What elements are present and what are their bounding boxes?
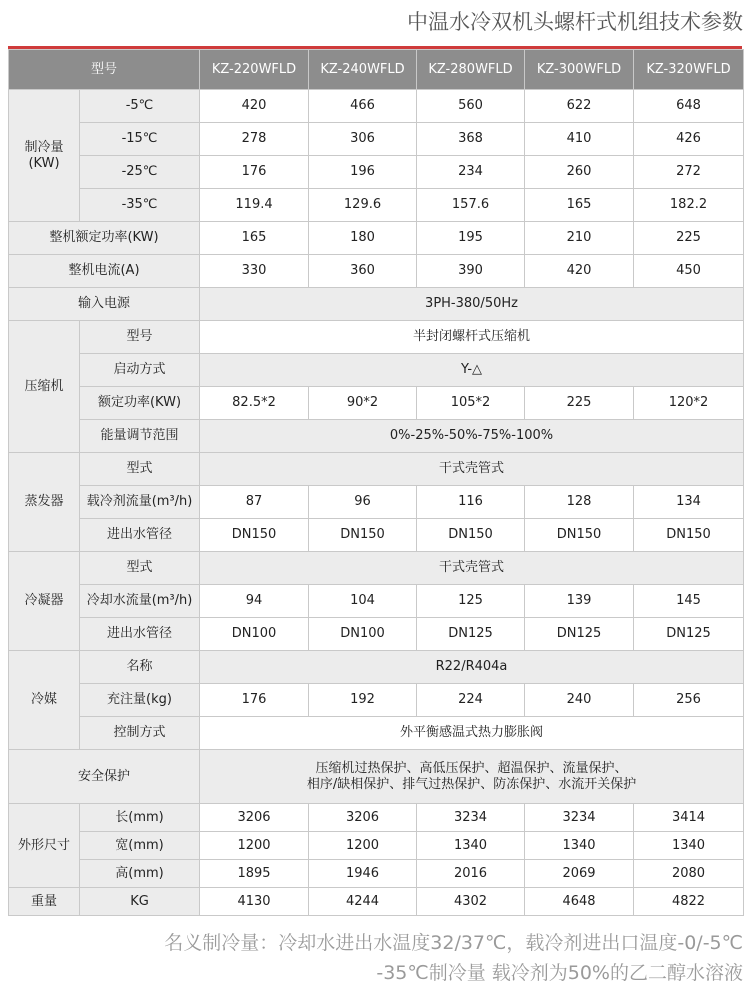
cell: 3206 — [309, 804, 417, 832]
cell: 234 — [417, 156, 525, 189]
cell: 82.5*2 — [200, 387, 309, 420]
compressor-row — [9, 321, 744, 354]
cell: 165 — [525, 189, 634, 222]
cell: 139 — [525, 585, 634, 618]
condenser-row — [9, 552, 744, 585]
model-col: KZ-220WFLD — [200, 50, 309, 90]
evaporator-row — [9, 453, 744, 486]
cell: 196 — [309, 156, 417, 189]
cell: 330 — [200, 255, 309, 288]
cell: DN150 — [309, 519, 417, 552]
cell: 4648 — [525, 888, 634, 916]
cell: 420 — [200, 90, 309, 123]
cell: 182.2 — [634, 189, 744, 222]
cell: 96 — [309, 486, 417, 519]
spec-table — [8, 49, 744, 916]
cell: 224 — [417, 684, 525, 717]
cell: 2016 — [417, 860, 525, 888]
dimension-row — [9, 804, 744, 832]
cell: 622 — [525, 90, 634, 123]
cooling-row — [9, 156, 744, 189]
cell: DN150 — [417, 519, 525, 552]
cell: DN150 — [634, 519, 744, 552]
condenser-pipe-label: 进出水管径 — [80, 618, 200, 651]
compressor-row — [9, 420, 744, 453]
condenser-row — [9, 585, 744, 618]
temp-label: -5℃ — [80, 90, 200, 123]
compressor-capacity-value: 0%-25%-50%-75%-100% — [200, 420, 744, 453]
cell: 176 — [200, 156, 309, 189]
cell: 306 — [309, 123, 417, 156]
cell: 1340 — [417, 832, 525, 860]
compressor-type-label: 型号 — [80, 321, 200, 354]
weight-row — [9, 888, 744, 916]
condenser-label: 冷凝器 — [9, 552, 80, 651]
cell: DN125 — [634, 618, 744, 651]
cell: DN125 — [525, 618, 634, 651]
cell: 272 — [634, 156, 744, 189]
power-supply-label: 输入电源 — [9, 288, 200, 321]
refrigerant-row — [9, 651, 744, 684]
model-col: KZ-280WFLD — [417, 50, 525, 90]
compressor-capacity-label: 能量调节范围 — [80, 420, 200, 453]
cell: 119.4 — [200, 189, 309, 222]
cell: 129.6 — [309, 189, 417, 222]
cell: 278 — [200, 123, 309, 156]
cell: 105*2 — [417, 387, 525, 420]
cell: DN100 — [200, 618, 309, 651]
safety-line: 压缩机过热保护、高低压保护、超温保护、流量保护、 — [315, 760, 628, 776]
compressor-start-value: Y-△ — [200, 354, 744, 387]
cell: DN150 — [525, 519, 634, 552]
header-row — [9, 50, 744, 90]
cell: 450 — [634, 255, 744, 288]
cell: 4302 — [417, 888, 525, 916]
cell: 3206 — [200, 804, 309, 832]
cell: 1895 — [200, 860, 309, 888]
evaporator-type-label: 型式 — [80, 453, 200, 486]
cell: 3234 — [525, 804, 634, 832]
compressor-row — [9, 354, 744, 387]
cell: 1340 — [634, 832, 744, 860]
cell: 104 — [309, 585, 417, 618]
cell: 2080 — [634, 860, 744, 888]
refrigerant-control-label: 控制方式 — [80, 717, 200, 750]
cell: 648 — [634, 90, 744, 123]
model-header: 型号 — [9, 50, 200, 90]
model-col: KZ-300WFLD — [525, 50, 634, 90]
cell: 176 — [200, 684, 309, 717]
safety-value — [200, 750, 744, 804]
cell: 4130 — [200, 888, 309, 916]
condenser-flow-label: 冷却水流量(m³/h) — [80, 585, 200, 618]
cell: 116 — [417, 486, 525, 519]
cooling-label: 制冷量(KW) — [9, 90, 80, 222]
footnote-line: 名义制冷量：冷却水进出水温度32/37℃，载冷剂进出口温度-0/-5℃ — [164, 932, 743, 954]
cell: 410 — [525, 123, 634, 156]
cell: 1200 — [200, 832, 309, 860]
cell: 165 — [200, 222, 309, 255]
evaporator-pipe-label: 进出水管径 — [80, 519, 200, 552]
power-supply-row — [9, 288, 744, 321]
refrigerant-name-value: R22/R404a — [200, 651, 744, 684]
rated-power-row — [9, 222, 744, 255]
cell: 195 — [417, 222, 525, 255]
page-title: 中温水冷双机头螺杆式机组技术参数 — [407, 10, 743, 34]
dimension-row — [9, 860, 744, 888]
cell: 4244 — [309, 888, 417, 916]
cell: 180 — [309, 222, 417, 255]
cell: 225 — [634, 222, 744, 255]
temp-label: -15℃ — [80, 123, 200, 156]
cell: 420 — [525, 255, 634, 288]
compressor-row — [9, 387, 744, 420]
weight-label: 重量 — [9, 888, 80, 916]
temp-label: -35℃ — [80, 189, 200, 222]
cell: 120*2 — [634, 387, 744, 420]
cell: 1946 — [309, 860, 417, 888]
cell: 3234 — [417, 804, 525, 832]
footnote-line: -35℃制冷量 载冷剂为50%的乙二醇水溶液 — [376, 962, 743, 984]
condenser-type-label: 型式 — [80, 552, 200, 585]
refrigerant-row — [9, 717, 744, 750]
cooling-row — [9, 189, 744, 222]
cell: 360 — [309, 255, 417, 288]
cell: 128 — [525, 486, 634, 519]
weight-unit: KG — [80, 888, 200, 916]
model-col: KZ-320WFLD — [634, 50, 744, 90]
condenser-row — [9, 618, 744, 651]
compressor-label: 压缩机 — [9, 321, 80, 453]
cell: 368 — [417, 123, 525, 156]
evaporator-type-value: 干式壳管式 — [200, 453, 744, 486]
cell: 560 — [417, 90, 525, 123]
safety-line: 相序/缺相保护、排气过热保护、防冻保护、水流开关保护 — [306, 776, 637, 792]
cell: 94 — [200, 585, 309, 618]
cell: DN125 — [417, 618, 525, 651]
temp-label: -25℃ — [80, 156, 200, 189]
dimension-row — [9, 832, 744, 860]
rated-power-label: 整机额定功率(KW) — [9, 222, 200, 255]
power-supply-value: 3PH-380/50Hz — [200, 288, 744, 321]
refrigerant-control-value: 外平衡感温式热力膨胀阀 — [200, 717, 744, 750]
cell: 240 — [525, 684, 634, 717]
evaporator-row — [9, 519, 744, 552]
compressor-type-value: 半封闭螺杆式压缩机 — [200, 321, 744, 354]
cell: 1340 — [525, 832, 634, 860]
refrigerant-row — [9, 684, 744, 717]
cell: 225 — [525, 387, 634, 420]
compressor-start-label: 启动方式 — [80, 354, 200, 387]
cell: 260 — [525, 156, 634, 189]
dimensions-label: 外形尺寸 — [9, 804, 80, 888]
current-row — [9, 255, 744, 288]
compressor-power-label: 额定功率(KW) — [80, 387, 200, 420]
cooling-row — [9, 123, 744, 156]
cooling-row — [9, 90, 744, 123]
cell: 210 — [525, 222, 634, 255]
refrigerant-charge-label: 充注量(kg) — [80, 684, 200, 717]
cell: 1200 — [309, 832, 417, 860]
model-col: KZ-240WFLD — [309, 50, 417, 90]
cell: 157.6 — [417, 189, 525, 222]
cell: 4822 — [634, 888, 744, 916]
cell: 426 — [634, 123, 744, 156]
height-label: 高(mm) — [80, 860, 200, 888]
safety-label: 安全保护 — [9, 750, 200, 804]
width-label: 宽(mm) — [80, 832, 200, 860]
cell: 87 — [200, 486, 309, 519]
cell: DN100 — [309, 618, 417, 651]
refrigerant-label: 冷媒 — [9, 651, 80, 750]
cell: 390 — [417, 255, 525, 288]
cell: 90*2 — [309, 387, 417, 420]
current-label: 整机电流(A) — [9, 255, 200, 288]
refrigerant-name-label: 名称 — [80, 651, 200, 684]
condenser-type-value: 干式壳管式 — [200, 552, 744, 585]
cell: 256 — [634, 684, 744, 717]
cell: 3414 — [634, 804, 744, 832]
length-label: 长(mm) — [80, 804, 200, 832]
cell: 192 — [309, 684, 417, 717]
cell: 2069 — [525, 860, 634, 888]
cell: 145 — [634, 585, 744, 618]
safety-row — [9, 750, 744, 804]
evaporator-flow-label: 载冷剂流量(m³/h) — [80, 486, 200, 519]
evaporator-label: 蒸发器 — [9, 453, 80, 552]
cell: DN150 — [200, 519, 309, 552]
cell: 466 — [309, 90, 417, 123]
evaporator-row — [9, 486, 744, 519]
cell: 134 — [634, 486, 744, 519]
cell: 125 — [417, 585, 525, 618]
